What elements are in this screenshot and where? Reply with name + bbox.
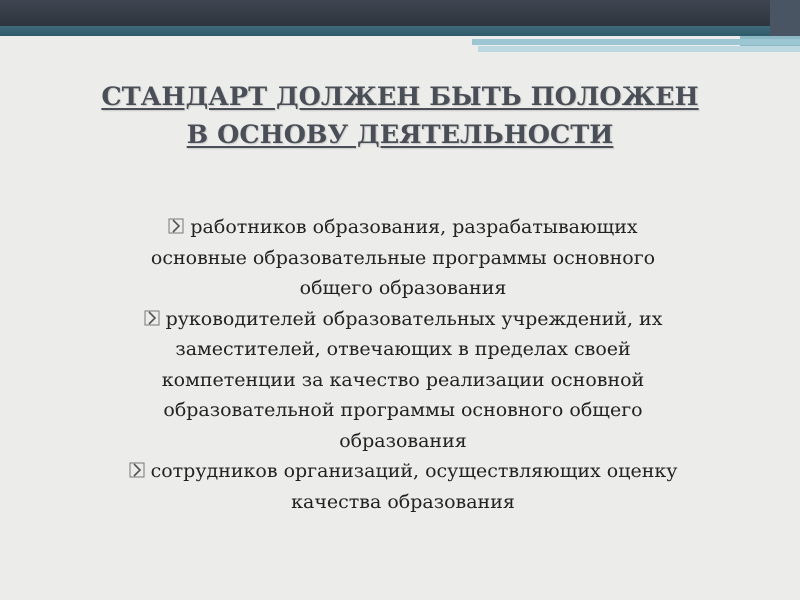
slide-title-line-1: СТАНДАРТ ДОЛЖЕН БЫТЬ ПОЛОЖЕН xyxy=(101,82,699,112)
header-dark-bar xyxy=(0,0,800,26)
list-item-line: основные образовательные программы основного xyxy=(150,246,656,269)
list-item xyxy=(60,456,746,517)
header-corner-block xyxy=(770,0,800,36)
list-item-line: общего образования xyxy=(299,277,507,299)
header-teal-line-2 xyxy=(478,46,800,52)
arrow-bullet-icon xyxy=(168,218,184,234)
list-item-line: компетенции за качество реализации основной xyxy=(161,368,645,391)
list-item-line: качества образования xyxy=(291,490,515,513)
arrow-bullet-icon xyxy=(129,462,145,478)
list-item-line: сотрудников организаций, осуществляющих оценку xyxy=(150,460,678,482)
header-teal-line-1 xyxy=(472,39,800,45)
list-item-line: образования xyxy=(339,429,467,452)
slide-title xyxy=(40,78,760,154)
list-item xyxy=(60,304,746,457)
list-item xyxy=(60,212,746,304)
slide-title-line-2: В ОСНОВУ ДЕЯТЕЛЬНОСТИ xyxy=(186,120,614,150)
bullet-list xyxy=(60,212,746,517)
arrow-bullet-icon xyxy=(144,310,160,326)
list-item-line: работников образования, разрабатывающих xyxy=(190,216,638,238)
header-stripe-bar xyxy=(0,26,800,36)
list-item-line: образовательной программы основного общего xyxy=(163,399,643,421)
list-item-line: заместителей, отвечающих в пределах своей xyxy=(175,338,631,360)
list-item-line: руководителей образовательных учреждений, их xyxy=(165,307,663,330)
